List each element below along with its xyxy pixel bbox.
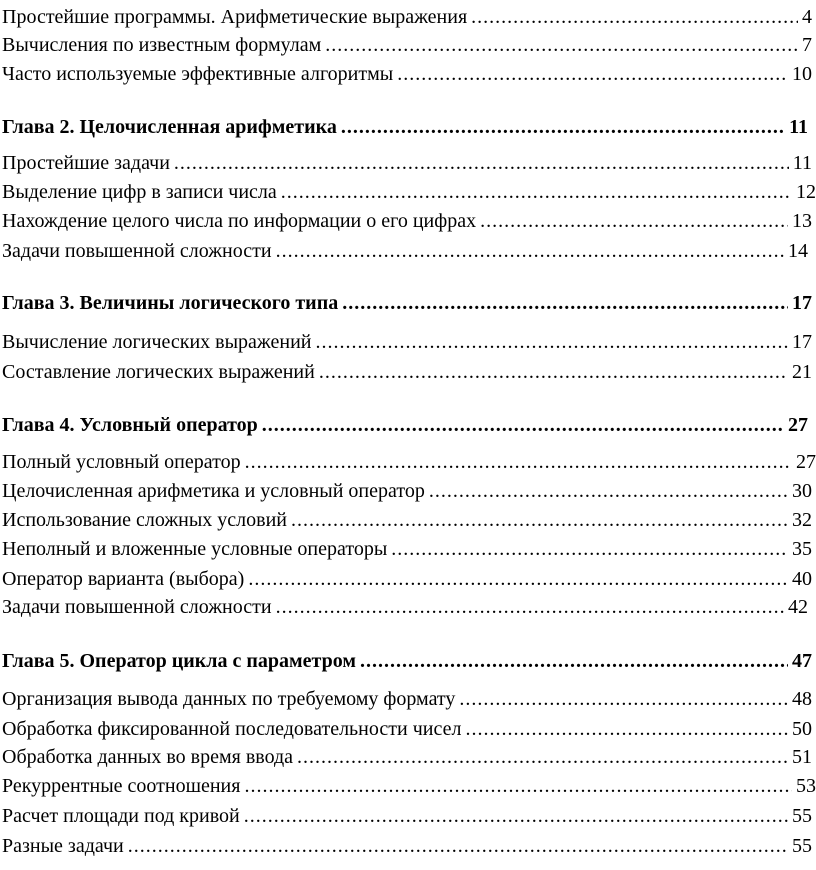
toc-dot-leader (245, 447, 792, 477)
toc-dot-leader (342, 288, 788, 318)
toc-section-entry (2, 177, 816, 207)
toc-dot-leader (391, 534, 788, 564)
toc-entry-page-number: 53 (796, 775, 816, 797)
toc-entry-page-number: 14 (788, 240, 808, 262)
toc-entry-page-number: 7 (802, 34, 812, 56)
toc-section-entry (2, 771, 816, 801)
toc-section-entry (2, 505, 812, 535)
toc-entry-page-number: 55 (792, 835, 812, 857)
toc-entry-page-number: 17 (792, 331, 812, 353)
toc-section-entry (2, 592, 808, 622)
toc-entry-title: Часто используемые эффективные алгоритмы (2, 63, 394, 85)
toc-dot-leader (276, 236, 784, 266)
toc-section-entry (2, 2, 812, 32)
toc-entry-title: Неполный и вложенные условные операторы (2, 538, 388, 560)
toc-section-entry (2, 30, 812, 60)
toc-entry-title: Оператор варианта (выбора) (2, 568, 245, 590)
toc-dot-leader (174, 148, 789, 178)
toc-entry-page-number: 11 (792, 152, 812, 174)
toc-entry-page-number: 27 (796, 451, 816, 473)
toc-chapter-entry (2, 112, 808, 142)
toc-chapter-entry (2, 646, 812, 676)
toc-entry-title: Нахождение целого числа по информации о его цифрах (2, 210, 477, 232)
toc-dot-leader (291, 505, 788, 535)
toc-entry-page-number: 12 (796, 181, 816, 203)
toc-section-entry (2, 801, 812, 831)
toc-section-entry (2, 534, 812, 564)
toc-section-entry (2, 327, 812, 357)
toc-dot-leader (262, 410, 784, 440)
toc-entry-title: Составление логических выражений (2, 361, 315, 383)
toc-chapter-entry (2, 288, 812, 318)
toc-entry-page-number: 4 (802, 6, 812, 28)
toc-section-entry (2, 236, 808, 266)
toc-dot-leader (244, 801, 788, 831)
toc-entry-page-number: 42 (788, 596, 808, 618)
toc-section-entry (2, 206, 812, 236)
toc-entry-title: Глава 4. Условный оператор (2, 414, 258, 436)
toc-dot-leader (325, 30, 798, 60)
toc-dot-leader (480, 206, 788, 236)
toc-section-entry (2, 742, 812, 772)
toc-entry-title: Задачи повышенной сложности (2, 240, 272, 262)
toc-section-entry (2, 684, 812, 714)
toc-entry-title: Простейшие программы. Арифметические выражения (2, 6, 468, 28)
toc-section-entry (2, 148, 812, 178)
toc-entry-title: Рекуррентные соотношения (2, 775, 241, 797)
toc-dot-leader (276, 592, 784, 622)
toc-dot-leader (281, 177, 792, 207)
toc-entry-title: Глава 5. Оператор цикла с параметром (2, 650, 356, 672)
toc-dot-leader (360, 646, 788, 676)
toc-section-entry (2, 357, 812, 387)
toc-entry-page-number: 40 (792, 568, 812, 590)
toc-entry-title: Задачи повышенной сложности (2, 596, 272, 618)
toc-entry-title: Простейшие задачи (2, 152, 170, 174)
toc-chapter-entry (2, 410, 808, 440)
toc-entry-page-number: 11 (789, 116, 808, 138)
toc-section-entry (2, 447, 816, 477)
toc-dot-leader (319, 357, 788, 387)
toc-entry-title: Разные задачи (2, 835, 124, 857)
toc-entry-page-number: 27 (788, 414, 808, 436)
toc-dot-leader (397, 59, 788, 89)
toc-entry-page-number: 10 (792, 63, 812, 85)
toc-section-entry (2, 714, 812, 744)
toc-entry-page-number: 50 (792, 718, 812, 740)
toc-entry-page-number: 35 (792, 538, 812, 560)
toc-entry-page-number: 55 (792, 805, 812, 827)
toc-entry-title: Расчет площади под кривой (2, 805, 240, 827)
toc-entry-title: Глава 2. Целочисленная арифметика (2, 116, 337, 138)
toc-entry-title: Полный условный оператор (2, 451, 241, 473)
toc-entry-page-number: 21 (792, 361, 812, 383)
toc-entry-title: Вычисление логических выражений (2, 331, 312, 353)
toc-entry-page-number: 30 (792, 480, 812, 502)
toc-dot-leader (341, 112, 785, 142)
toc-dot-leader (128, 831, 788, 861)
toc-dot-leader (471, 2, 798, 32)
toc-entry-page-number: 13 (792, 210, 812, 232)
toc-entry-title: Организация вывода данных по требуемому формату (2, 688, 456, 710)
toc-entry-title: Глава 3. Величины логического типа (2, 292, 339, 314)
toc-entry-title: Использование сложных условий (2, 509, 288, 531)
toc-entry-title: Обработка фиксированной последовательности чисел (2, 718, 462, 740)
toc-section-entry (2, 831, 812, 861)
toc-dot-leader (248, 564, 788, 594)
toc-entry-page-number: 48 (792, 688, 812, 710)
toc-dot-leader (459, 684, 788, 714)
toc-dot-leader (315, 327, 788, 357)
toc-dot-leader (465, 714, 788, 744)
toc-section-entry (2, 476, 812, 506)
toc-dot-leader (429, 476, 788, 506)
toc-section-entry (2, 59, 812, 89)
toc-entry-title: Обработка данных во время ввода (2, 746, 294, 768)
toc-entry-page-number: 51 (792, 746, 812, 768)
toc-entry-title: Выделение цифр в записи числа (2, 181, 277, 203)
toc-section-entry (2, 564, 812, 594)
toc-entry-page-number: 17 (792, 292, 812, 314)
toc-dot-leader (297, 742, 788, 772)
toc-entry-title: Вычисления по известным формулам (2, 34, 322, 56)
toc-entry-page-number: 47 (792, 650, 812, 672)
toc-entry-title: Целочисленная арифметика и условный оператор (2, 480, 425, 502)
toc-dot-leader (244, 771, 792, 801)
toc-entry-page-number: 32 (792, 509, 812, 531)
